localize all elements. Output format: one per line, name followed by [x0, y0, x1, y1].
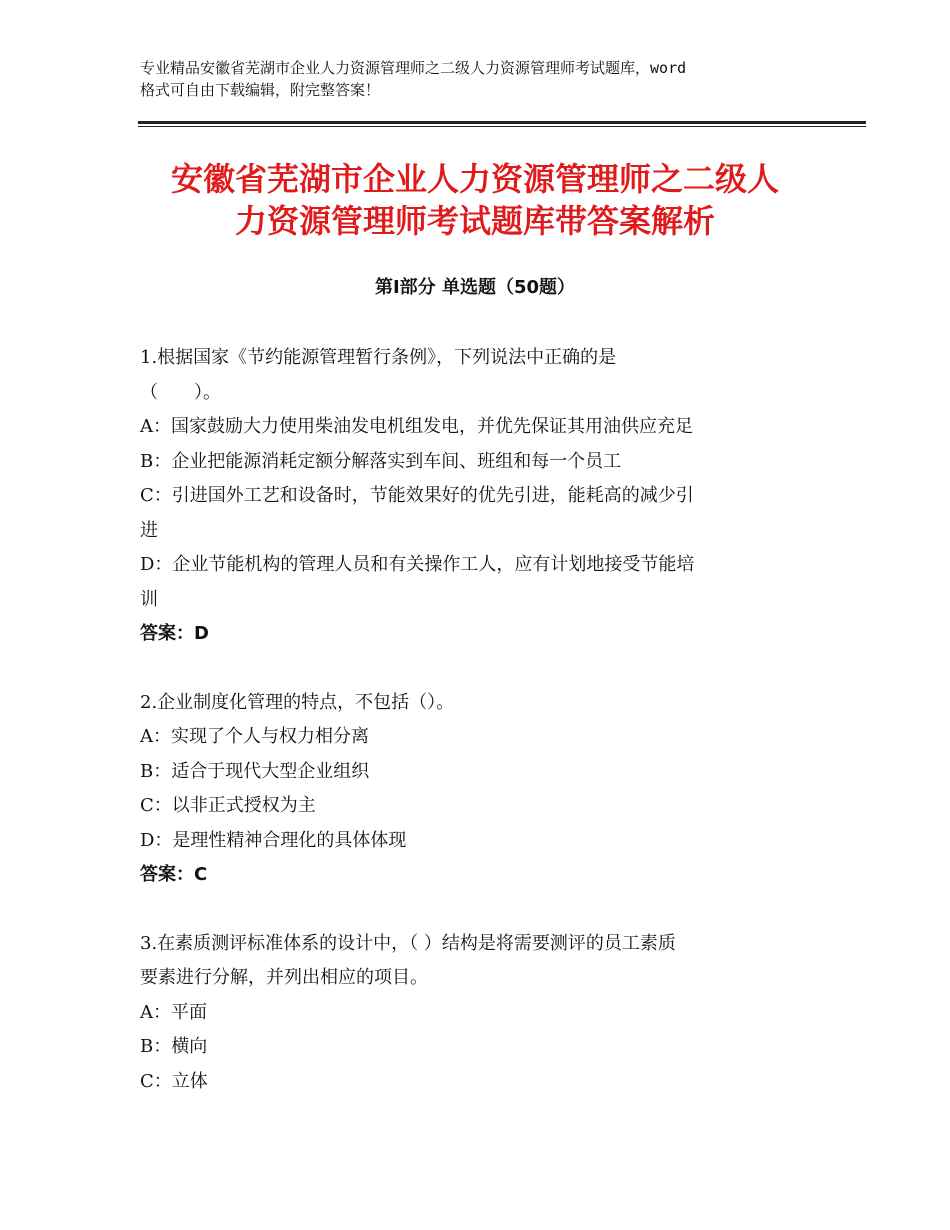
header-note-line-1: 专业精品安徽省芜湖市企业人力资源管理师之二级人力资源管理师考试题库，word — [140, 59, 687, 77]
option-c: C：以非正式授权为主 — [140, 795, 316, 816]
document-title — [120, 158, 830, 242]
option-a: A：实现了个人与权力相分离 — [140, 726, 369, 747]
option-d-continued: 训 — [140, 588, 158, 610]
question-3 — [140, 927, 820, 1100]
question-2 — [140, 686, 820, 893]
option-c: C：立体 — [140, 1070, 208, 1092]
section-title: 第Ⅰ部分 单选题（50题） — [374, 277, 575, 298]
question-stem: 1.根据国家《节约能源管理暂行条例》，下列说法中正确的是 — [140, 347, 617, 368]
option-c: C：引进国外工艺和设备时，节能效果好的优先引进，能耗高的减少引 — [140, 485, 694, 506]
answer: 答案：D — [140, 623, 209, 644]
question-1 — [140, 341, 820, 652]
option-c-continued: 进 — [140, 519, 158, 541]
option-b: B：横向 — [140, 1036, 208, 1057]
question-stem-continued: （ ）。 — [140, 381, 221, 403]
question-stem: 3.在素质测评标准体系的设计中，（ ）结构是将需要测评的员工素质 — [140, 932, 676, 954]
option-d: D：是理性精神合理化的具体体现 — [140, 829, 407, 851]
option-a: A：国家鼓励大力使用柴油发电机组发电，并优先保证其用油供应充足 — [140, 416, 693, 437]
question-stem-continued: 要素进行分解，并列出相应的项目。 — [140, 967, 428, 988]
header-divider-thick — [138, 121, 866, 124]
answer: 答案：C — [140, 864, 208, 885]
document-title-line-1: 安徽省芜湖市企业人力资源管理师之二级人 — [170, 160, 779, 198]
option-a: A：平面 — [140, 1001, 207, 1023]
document-title-line-2: 力资源管理师考试题库带答案解析 — [234, 202, 715, 240]
header-note-line-2: 格式可自由下载编辑，附完整答案！ — [140, 81, 381, 99]
question-list — [140, 341, 820, 1133]
option-b: B：适合于现代大型企业组织 — [140, 760, 370, 782]
question-stem: 2.企业制度化管理的特点，不包括（）。 — [140, 691, 455, 713]
option-d: D：企业节能机构的管理人员和有关操作工人，应有计划地接受节能培 — [140, 554, 695, 575]
option-b: B：企业把能源消耗定额分解落实到车间、班组和每一个员工 — [140, 450, 622, 472]
header-note — [140, 57, 820, 101]
header-divider-thin — [138, 126, 866, 127]
